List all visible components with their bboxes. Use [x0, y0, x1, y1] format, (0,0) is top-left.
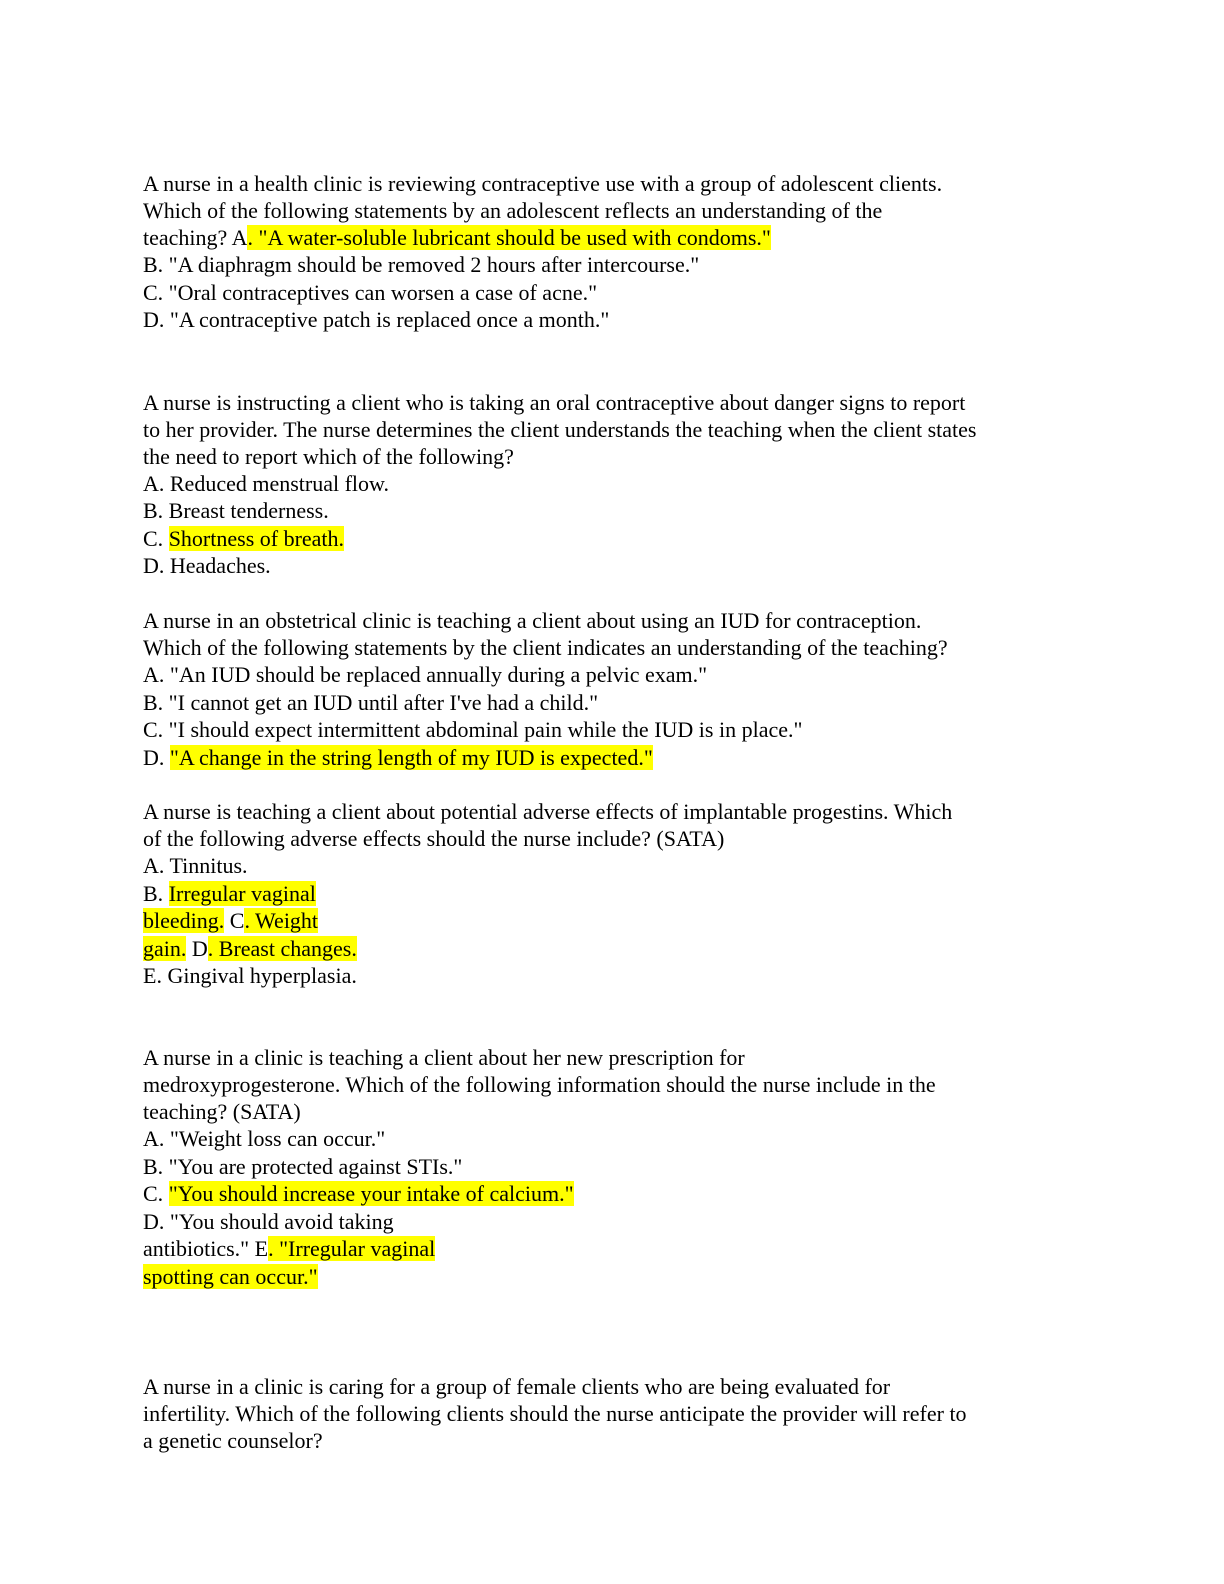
question-4-option-a: A. Tinnitus. [143, 853, 248, 878]
question-4-option-e: E. Gingival hyperplasia. [143, 963, 357, 988]
option-letter: C [224, 908, 245, 933]
question-6-stem-line-3: a genetic counselor? [143, 1428, 323, 1453]
question-1-stem-line-2: Which of the following statements by an adolescent reflects an understanding of the [143, 198, 883, 223]
question-4-option-c-highlighted-cont: gain. [143, 936, 187, 961]
question-4-wrap-line-3 [143, 935, 357, 962]
question-4-option-d-highlighted: . Breast changes. [207, 936, 357, 961]
question-4-option-b-highlighted: Irregular vaginal [168, 881, 316, 906]
question-5-option-d: D. "You should avoid taking [143, 1209, 394, 1234]
question-1-option-d: D. "A contraceptive patch is replaced once a month." [143, 307, 610, 332]
option-letter: B. [143, 881, 169, 906]
question-5-stem-line-2: medroxyprogesterone. Which of the following information should the nurse include in the [143, 1072, 936, 1097]
question-1-stem-line-1: A nurse in a health clinic is reviewing contraceptive use with a group of adolescent clients. [143, 171, 943, 196]
question-2-option-d: D. Headaches. [143, 553, 271, 578]
question-4-stem-line-1: A nurse is teaching a client about potential adverse effects of implantable progestins. Which [143, 799, 953, 824]
question-5-option-a: A. "Weight loss can occur." [143, 1126, 386, 1151]
question-5-option-b: B. "You are protected against STIs." [143, 1154, 463, 1179]
question-5-wrap-line-3 [143, 1263, 318, 1290]
option-letter: D. [143, 745, 170, 770]
question-5-option-e-highlighted: . "Irregular vaginal [268, 1236, 436, 1261]
option-letter: C. [143, 526, 169, 551]
question-5-stem-line-1: A nurse in a clinic is teaching a client about her new prescription for [143, 1045, 745, 1070]
question-6-stem-line-1: A nurse in a clinic is caring for a group of female clients who are being evaluated for [143, 1374, 891, 1399]
question-5-wrap-line-2 [143, 1235, 435, 1262]
option-letter: C. [143, 1181, 169, 1206]
question-1-option-b: B. "A diaphragm should be removed 2 hours after intercourse." [143, 252, 700, 277]
question-5-option-e-highlighted-cont: spotting can occur." [143, 1264, 318, 1289]
question-3-option-d [143, 744, 653, 771]
question-2-option-c [143, 525, 344, 552]
question-4-wrap-line-2 [143, 907, 318, 934]
question-4-stem-line-2: of the following adverse effects should the nurse include? (SATA) [143, 826, 725, 851]
question-3-option-a: A. "An IUD should be replaced annually during a pelvic exam." [143, 662, 708, 687]
question-2-stem-line-3: the need to report which of the following? [143, 444, 514, 469]
question-3-option-c: C. "I should expect intermittent abdominal pain while the IUD is in place." [143, 717, 803, 742]
option-letter: D [186, 936, 208, 961]
question-1-option-c: C. "Oral contraceptives can worsen a case of acne." [143, 280, 598, 305]
question-1-option-a-highlighted: . "A water-soluble lubricant should be used with condoms." [247, 225, 771, 250]
question-2-option-c-highlighted: Shortness of breath. [168, 526, 345, 551]
question-2-stem-line-1: A nurse is instructing a client who is taking an oral contraceptive about danger signs to report [143, 390, 966, 415]
question-4-option-b [143, 880, 316, 907]
question-5-option-d-cont: antibiotics." E [143, 1236, 269, 1261]
question-1-stem-line-3 [143, 224, 771, 251]
question-5-option-c [143, 1180, 574, 1207]
question-3-option-d-highlighted: "A change in the string length of my IUD is expected." [169, 745, 653, 770]
question-2-option-a: A. Reduced menstrual flow. [143, 471, 390, 496]
question-5-stem-line-3: teaching? (SATA) [143, 1099, 301, 1124]
question-6-stem-line-2: infertility. Which of the following clients should the nurse anticipate the provider will refer to [143, 1401, 967, 1426]
question-4-option-b-highlighted-cont: bleeding. [143, 908, 225, 933]
question-5-option-c-highlighted: "You should increase your intake of calcium." [168, 1181, 574, 1206]
question-3-stem-line-2: Which of the following statements by the client indicates an understanding of the teaching? [143, 635, 948, 660]
question-1-stem-text: teaching? A [143, 225, 248, 250]
question-4-option-c-highlighted: . Weight [244, 908, 319, 933]
question-2-option-b: B. Breast tenderness. [143, 498, 329, 523]
question-2-stem-line-2: to her provider. The nurse determines the client understands the teaching when the client states [143, 417, 977, 442]
question-3-option-b: B. "I cannot get an IUD until after I've had a child." [143, 690, 599, 715]
question-3-stem-line-1: A nurse in an obstetrical clinic is teaching a client about using an IUD for contraception. [143, 608, 922, 633]
